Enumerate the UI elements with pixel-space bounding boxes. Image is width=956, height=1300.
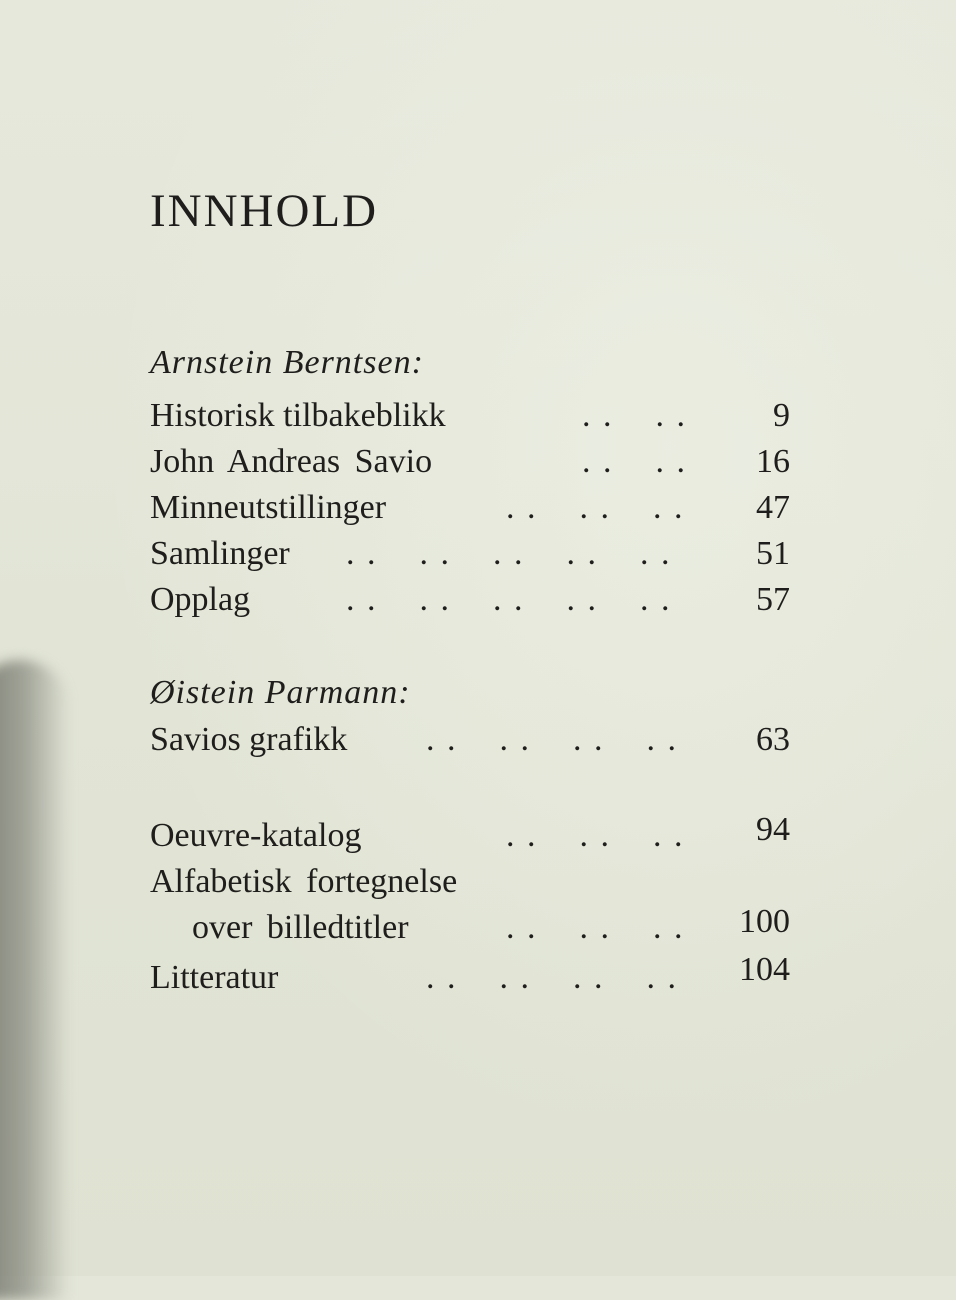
leader-dots: . . . . . . — [506, 489, 685, 526]
section-author: Arnstein Berntsen: — [150, 344, 424, 381]
toc-entry — [150, 532, 790, 576]
page-title: INNHOLD — [150, 185, 379, 237]
entry-title: Opplag — [150, 581, 251, 618]
leader-dots: . . . . . . — [506, 817, 685, 854]
entry-page-number: 57 — [756, 581, 790, 618]
leader-dots: . . . . . . . . . . — [346, 535, 672, 572]
toc-entry — [150, 811, 790, 858]
entry-page-number: 100 — [739, 903, 790, 940]
toc-entry — [150, 903, 790, 950]
leader-dots: . . . . . . — [506, 909, 685, 946]
toc-entry — [150, 394, 790, 438]
toc-entry — [150, 718, 790, 762]
toc-entry — [150, 860, 790, 904]
leader-dots: . . . . . . . . . . — [346, 581, 672, 618]
entry-title: Litteratur — [150, 959, 279, 996]
entry-title: Historisk tilbakeblikk — [150, 397, 446, 434]
toc-entry — [150, 440, 790, 484]
toc-entry — [150, 578, 790, 622]
entry-page-number: 9 — [773, 397, 790, 434]
entry-page-number: 104 — [739, 951, 790, 988]
toc-entry — [150, 486, 790, 530]
leader-dots: . . . . . . . . — [426, 721, 678, 758]
toc-entry — [150, 951, 790, 1000]
entry-title: Oeuvre-katalog — [150, 817, 362, 854]
leader-dots: . . . . — [582, 443, 687, 480]
entry-page-number: 16 — [756, 443, 790, 480]
entry-page-number: 51 — [756, 535, 790, 572]
entry-title: Minneutstillinger — [150, 489, 387, 526]
entry-title: Alfabetisk fortegnelse — [150, 863, 458, 900]
section-author: Øistein Parmann: — [150, 674, 411, 711]
entry-title: Savios grafikk — [150, 721, 348, 758]
entry-page-number: 63 — [756, 721, 790, 758]
hand-shadow — [0, 660, 70, 1300]
leader-dots: . . . . — [582, 397, 687, 434]
leader-dots: . . . . . . . . — [426, 959, 678, 996]
entry-title: Samlinger — [150, 535, 290, 572]
entry-title: over billedtitler — [192, 909, 409, 946]
entry-page-number: 94 — [756, 811, 790, 848]
entry-title: John Andreas Savio — [150, 443, 433, 480]
entry-page-number: 47 — [756, 489, 790, 526]
